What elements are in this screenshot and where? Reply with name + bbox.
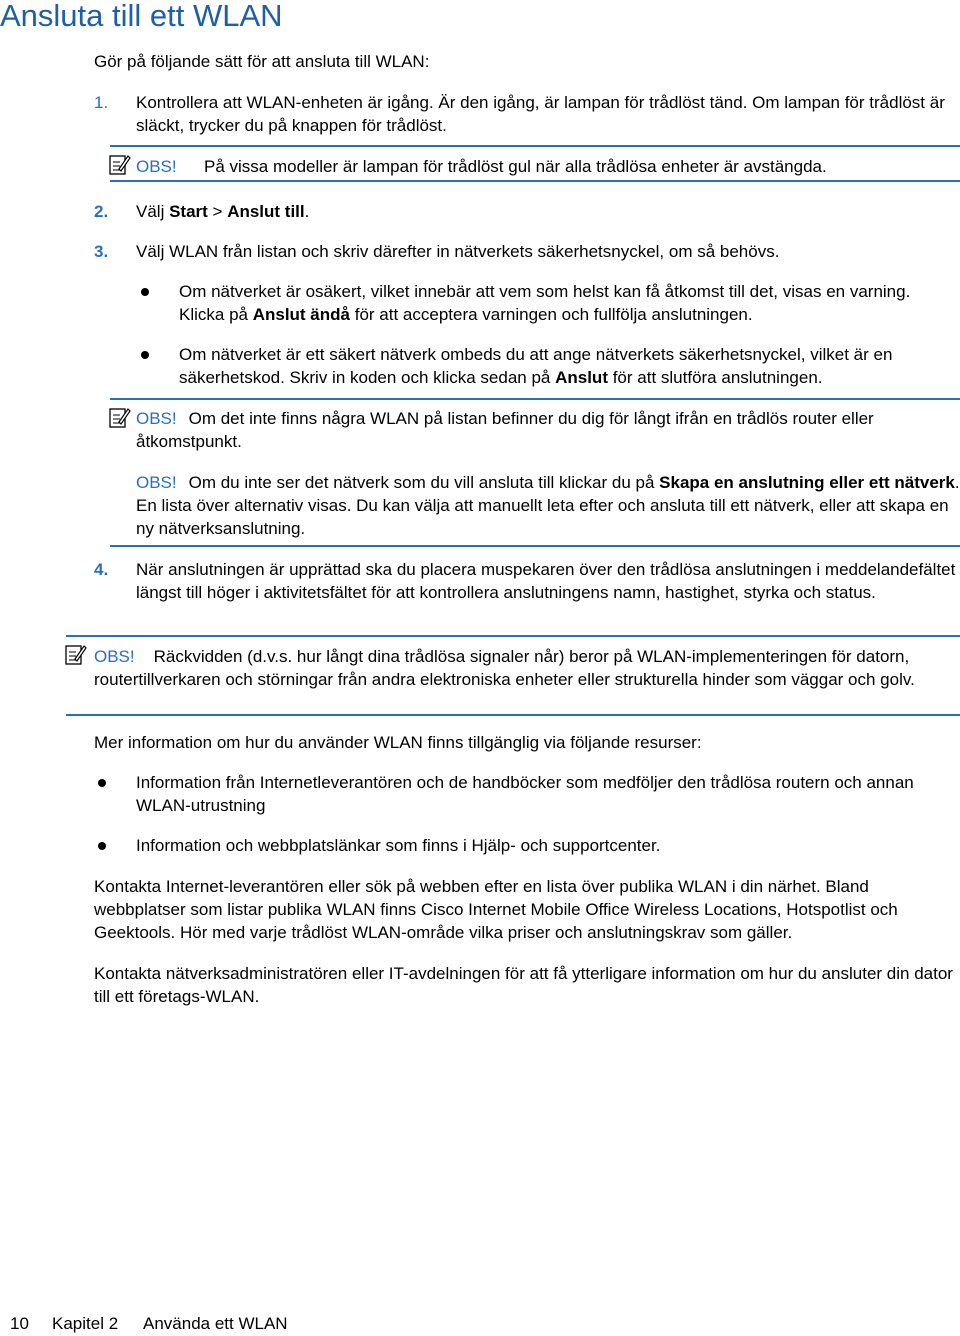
paragraph-company-wlan: Kontakta nätverksadministratören eller IT-avdelningen för att få ytterligare information om hur du ansluter din dator till ett företags-WLAN.: [94, 964, 953, 1006]
step-3-text: Välj WLAN från listan och skriv därefter in nätverkets säkerhetsnyckel, om så behövs.: [136, 242, 780, 261]
note-pencil-icon: [64, 642, 88, 666]
bullet-dot: [141, 351, 149, 359]
bullet-2-text: Om nätverket är ett säkert nätverk ombeds du att ange nätverkets säkerhetsnyckel, vilket är en säkerhetskod. Skriv in koden och klicka sedan på Anslut för att slutföra anslutningen.: [179, 345, 893, 387]
bullet-dot: [141, 288, 149, 296]
bullet-dot: [98, 779, 106, 787]
step-2-number: 2.: [94, 202, 109, 221]
bullet-dot: [98, 842, 106, 850]
step-1-number: 1.: [94, 93, 109, 112]
step-4-text: När anslutningen är upprättad ska du placera muspekaren över den trådlösa anslutningen i meddelandefältet längst till höger i aktivitetsfältet för att kontrollera anslutningens namn, hastighet, styrka och status.: [136, 560, 956, 602]
note-bottom-rule: [110, 180, 960, 182]
step-4-number: 4.: [94, 560, 109, 579]
step-1-text: Kontrollera att WLAN-enheten är igång. Är den igång, är lampan för trådlöst tänd. Om lampan för trådlöst är släckt, trycker du på knappen för trådlöst.: [136, 93, 945, 135]
note-top-rule: [110, 398, 960, 400]
footer-chapter: Kapitel 2: [52, 1314, 119, 1333]
note-top-rule: [66, 635, 960, 637]
note-4-text: Räckvidden (d.v.s. hur långt dina trådlösa signaler når) beror på WLAN-implementeringen för datorn, routertillverkaren och störningar från andra elektroniska enheter eller strukturella hinder som väggar och golv.: [94, 647, 915, 689]
note-4-label: OBS!: [94, 647, 135, 666]
note-2-label: OBS!: [136, 409, 177, 428]
note-4: [94, 645, 960, 691]
resource-1-text: Information från Internetleverantören och de handböcker som medföljer den trådlösa routern och annan WLAN-utrustning: [136, 773, 914, 815]
note-3: OBS! Om du inte ser det nätverk som du vill ansluta till klickar du på Skapa en anslutning eller ett nätverk. En lista över alternativ visas. Du kan välja att manuellt leta efter och ansluta till ett nätverk, eller att skapa en ny nätverksanslutning.: [136, 473, 960, 538]
note-top-rule: [110, 145, 960, 147]
resource-2-text: Information och webbplatslänkar som finns i Hjälp- och supportcenter.: [136, 836, 661, 855]
more-info-text: Mer information om hur du använder WLAN finns tillgänglig via följande resurser:: [94, 733, 702, 752]
note-bottom-rule: [110, 545, 960, 547]
paragraph-public-wlan: Kontakta Internet-leverantören eller sök på webben efter en lista över publika WLAN i din närhet. Bland webbplatser som listar publika WLAN finns Cisco Internet Mobile Office Wireless Locations, Hotspotlist och Geektools. Hör med varje trådlöst WLAN-område vilka priser och anslutningskrav som gäller.: [94, 877, 898, 942]
note-2-text: Om det inte finns några WLAN på listan befinner du dig för långt ifrån en trådlös router eller åtkomstpunkt.: [136, 409, 874, 451]
intro-text: Gör på följande sätt för att ansluta till WLAN:: [94, 52, 430, 71]
note-pencil-icon: [108, 405, 132, 429]
bullet-1-text: Om nätverket är osäkert, vilket innebär att vem som helst kan få åtkomst till det, visas en varning. Klicka på Anslut ändå för att acceptera varningen och fullfölja anslutningen.: [179, 282, 911, 324]
note-bottom-rule: [66, 714, 960, 716]
footer-chapter-title: Använda ett WLAN: [143, 1314, 288, 1333]
note-3-label: OBS!: [136, 473, 177, 492]
note-1-text: På vissa modeller är lampan för trådlöst gul när alla trådlösa enheter är avstängda.: [204, 157, 827, 176]
page-title: Ansluta till ett WLAN: [0, 0, 283, 33]
note-2: [136, 407, 960, 453]
page-number: 10: [10, 1314, 29, 1333]
note-1-label: OBS!: [136, 157, 177, 176]
step-3-number: 3.: [94, 242, 109, 261]
note-pencil-icon: [108, 152, 132, 176]
step-2-text: Välj Start > Anslut till.: [136, 202, 310, 221]
